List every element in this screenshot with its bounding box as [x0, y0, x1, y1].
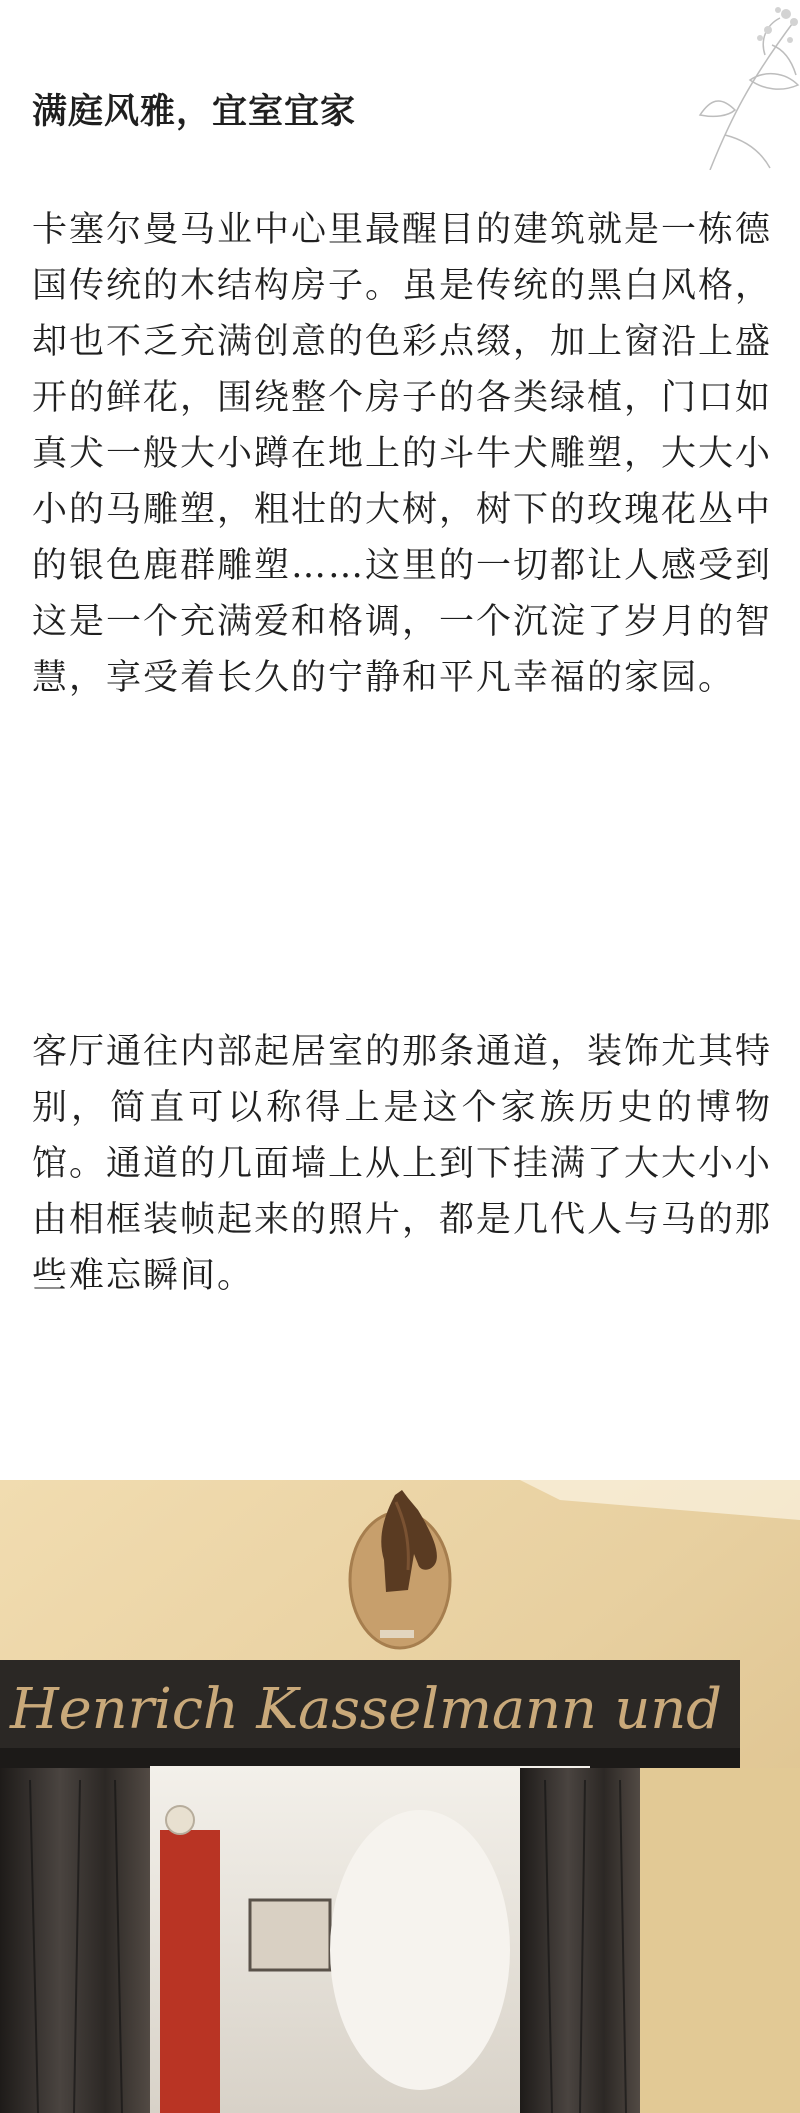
section-title: 满庭风雅，宜室宜家	[32, 91, 357, 132]
paragraph-estate: 卡塞尔曼马业中心里最醒目的建筑就是一栋德国传统的木结构房子。虽是传统的黑白风格，却也不乏充满创意的色彩点缀，加上窗沿上盛开的鲜花，围绕整个房子的各类绿植，门口如真犬一般大小蹲在地上的斗牛犬雕塑，大大小小的马雕塑，粗壮的大树，树下的玫瑰花丛中的银色鹿群雕塑……这里的一切都让人感受到这是一个充满爱和格调，一个沉淀了岁月的智慧，享受着长久的宁静和平凡幸福的家园。	[32, 210, 773, 698]
paragraph-hallway: 客厅通往内部起居室的那条通道，装饰尤其特别，简直可以称得上是这个家族历史的博物馆。通道的几面墙上从上到下挂满了大大小小由相框装帧起来的照片，都是几代人与马的那些难忘瞬间。	[32, 1032, 773, 1296]
floral-corner-icon	[690, 0, 800, 170]
beam-inscription: Henrich Kasselmann und	[10, 1677, 725, 1742]
hallway-photo	[0, 1480, 800, 2113]
